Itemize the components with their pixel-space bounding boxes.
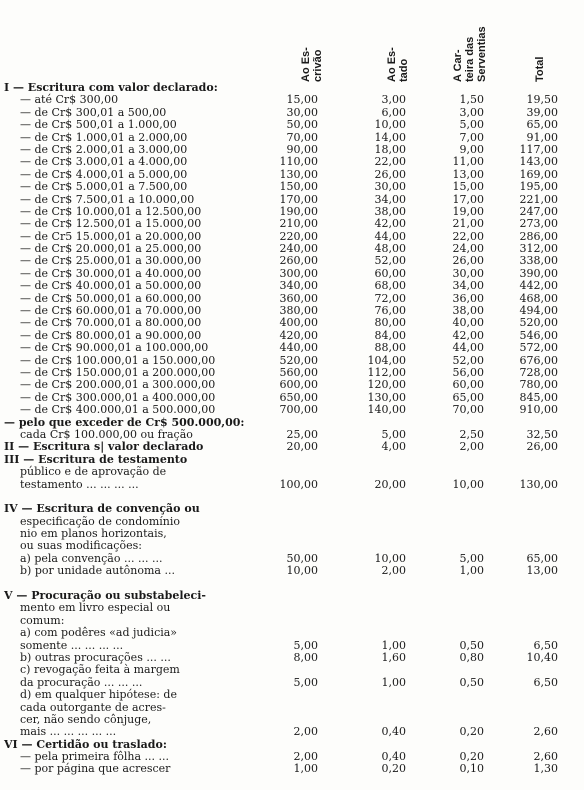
table-row	[0, 218, 584, 230]
row-description: — de Cr$ 60.000,01 a 70.000,00	[20, 304, 202, 318]
value-total: 2,60	[533, 750, 558, 764]
fee-table	[0, 82, 584, 776]
row-description: — de Cr$ 25.000,01 a 30.000,00	[20, 254, 202, 268]
row-description: cer, não sendo cônjuge,	[20, 712, 152, 726]
table-row	[0, 664, 584, 676]
value-escrivao: 25,00	[286, 427, 318, 441]
value-carteira: 0,80	[459, 650, 484, 664]
value-escrivao: 360,00	[279, 291, 318, 305]
value-estado: 26,00	[374, 167, 406, 181]
value-total: 221,00	[519, 192, 558, 206]
row-description: — de Cr$ 80.000,01 a 90.000,00	[20, 328, 202, 342]
value-escrivao: 1,00	[293, 762, 318, 776]
value-estado: 1,60	[381, 650, 406, 664]
column-header-carteira: A Car- teira das Serventias	[452, 26, 488, 82]
value-carteira: 7,00	[459, 130, 484, 144]
value-estado: 38,00	[374, 204, 406, 218]
row-description: — pela primeira fôlha ... ...	[20, 750, 170, 764]
value-total: 169,00	[519, 167, 558, 181]
value-estado: 30,00	[374, 180, 406, 194]
table-row	[0, 404, 584, 416]
value-carteira: 1,00	[459, 564, 484, 578]
column-header-estado: Ao Es- tado	[386, 47, 410, 82]
value-escrivao: 50,00	[286, 551, 318, 565]
row-description: — de Cr$ 5.000,01 a 7.500,00	[20, 180, 188, 194]
row-description: — de Cr$ 20.000,01 a 25.000,00	[20, 242, 202, 256]
table-row	[0, 255, 584, 267]
value-carteira: 19,00	[452, 204, 484, 218]
row-description: a) com podêres «ad judicia»	[20, 626, 178, 640]
value-total: 442,00	[519, 279, 558, 293]
value-carteira: 24,00	[452, 242, 484, 256]
value-total: 65,00	[526, 118, 558, 132]
value-total: 312,00	[519, 242, 558, 256]
row-description: b) por unidade autônoma ...	[20, 564, 175, 578]
table-row	[0, 689, 584, 701]
row-description: — de Cr$ 200.000,01 a 300.000,00	[20, 378, 216, 392]
value-total: 19,50	[526, 93, 558, 107]
value-estado: 0,20	[381, 762, 406, 776]
value-carteira: 5,00	[459, 118, 484, 132]
row-description: público e de aprovação de	[20, 465, 167, 479]
value-total: 468,00	[519, 291, 558, 305]
value-escrivao: 130,00	[279, 167, 318, 181]
value-carteira: 13,00	[452, 167, 484, 181]
value-escrivao: 300,00	[279, 266, 318, 280]
row-description: — de Cr$ 4.000,01 a 5.000,00	[20, 167, 188, 181]
value-carteira: 2,50	[459, 427, 484, 441]
value-escrivao: 90,00	[286, 142, 318, 156]
value-total: 494,00	[519, 304, 558, 318]
value-estado: 1,00	[381, 638, 406, 652]
table-row	[0, 317, 584, 329]
value-estado: 140,00	[367, 403, 406, 417]
value-escrivao: 170,00	[279, 192, 318, 206]
table-row	[0, 342, 584, 354]
row-description: cada Cr$ 100.000,00 ou fração	[20, 427, 193, 441]
value-escrivao: 5,00	[293, 638, 318, 652]
value-estado: 44,00	[374, 229, 406, 243]
value-escrivao: 380,00	[279, 304, 318, 318]
row-description: — de Cr$ 500,01 a 1.000,00	[20, 118, 177, 132]
value-total: 572,00	[519, 341, 558, 355]
value-escrivao: 520,00	[279, 353, 318, 367]
value-estado: 20,00	[374, 477, 406, 491]
row-description: c) revogação feita à margem	[20, 663, 180, 677]
table-row	[0, 726, 584, 738]
row-description: d) em qualquer hipótese: de	[20, 688, 177, 702]
value-total: 390,00	[519, 266, 558, 280]
value-estado: 52,00	[374, 254, 406, 268]
value-total: 845,00	[519, 390, 558, 404]
value-estado: 42,00	[374, 217, 406, 231]
row-description: IV — Escritura de convenção ou	[4, 502, 200, 516]
value-total: 91,00	[526, 130, 558, 144]
value-total: 143,00	[519, 155, 558, 169]
value-carteira: 56,00	[452, 365, 484, 379]
row-description: — de Cr$ 12.500,01 a 15.000,00	[20, 217, 202, 231]
value-escrivao: 50,00	[286, 118, 318, 132]
value-carteira: 22,00	[452, 229, 484, 243]
value-escrivao: 110,00	[279, 155, 318, 169]
value-carteira: 3,00	[459, 105, 484, 119]
value-escrivao: 240,00	[279, 242, 318, 256]
value-carteira: 11,00	[452, 155, 484, 169]
value-escrivao: 20,00	[286, 440, 318, 454]
value-estado: 10,00	[374, 118, 406, 132]
value-estado: 112,00	[367, 365, 406, 379]
value-escrivao: 210,00	[279, 217, 318, 231]
table-row	[0, 503, 584, 515]
value-escrivao: 2,00	[293, 750, 318, 764]
row-description: — de Cr$ 300.000,01 a 400.000,00	[20, 390, 216, 404]
row-description: — de Cr$ 300,01 a 500,00	[20, 105, 167, 119]
value-carteira: 34,00	[452, 279, 484, 293]
value-carteira: 21,00	[452, 217, 484, 231]
value-total: 39,00	[526, 105, 558, 119]
table-row	[0, 94, 584, 106]
value-total: 32,50	[526, 427, 558, 441]
value-carteira: 0,10	[459, 762, 484, 776]
value-escrivao: 10,00	[286, 564, 318, 578]
row-description: V — Procuração ou substabeleci-	[4, 589, 206, 603]
value-escrivao: 2,00	[293, 725, 318, 739]
value-escrivao: 600,00	[279, 378, 318, 392]
value-estado: 130,00	[367, 390, 406, 404]
row-description: — de Cr$ 1.000,01 a 2.000,00	[20, 130, 188, 144]
row-description: especificação de condomínio	[20, 514, 181, 528]
value-escrivao: 400,00	[279, 316, 318, 330]
value-total: 1,30	[533, 762, 558, 776]
value-carteira: 52,00	[452, 353, 484, 367]
value-carteira: 42,00	[452, 328, 484, 342]
row-description: — de Cr$ 30.000,01 a 40.000,00	[20, 266, 202, 280]
value-total: 26,00	[526, 440, 558, 454]
value-total: 546,00	[519, 328, 558, 342]
value-estado: 10,00	[374, 551, 406, 565]
table-row	[0, 156, 584, 168]
row-description: mento em livro especial ou	[20, 601, 171, 615]
value-carteira: 26,00	[452, 254, 484, 268]
value-total: 247,00	[519, 204, 558, 218]
value-estado: 5,00	[381, 427, 406, 441]
value-estado: 4,00	[381, 440, 406, 454]
row-description: testamento ... ... ... ...	[20, 477, 139, 491]
table-row	[0, 479, 584, 491]
row-description: nio em planos horizontais,	[20, 527, 167, 541]
value-total: 780,00	[519, 378, 558, 392]
table-row	[0, 466, 584, 478]
value-estado: 34,00	[374, 192, 406, 206]
value-total: 130,00	[519, 477, 558, 491]
value-estado: 22,00	[374, 155, 406, 169]
value-carteira: 40,00	[452, 316, 484, 330]
row-description: mais ... ... ... ... ...	[20, 725, 117, 739]
value-total: 65,00	[526, 551, 558, 565]
row-description: II — Escritura s| valor declarado	[4, 440, 204, 454]
value-carteira: 0,50	[459, 675, 484, 689]
table-row	[0, 441, 584, 453]
value-escrivao: 700,00	[279, 403, 318, 417]
value-escrivao: 420,00	[279, 328, 318, 342]
value-estado: 2,00	[381, 564, 406, 578]
row-description: ou suas modificações:	[20, 539, 142, 553]
value-carteira: 1,50	[459, 93, 484, 107]
value-estado: 84,00	[374, 328, 406, 342]
value-carteira: 60,00	[452, 378, 484, 392]
value-total: 10,40	[526, 650, 558, 664]
value-estado: 104,00	[367, 353, 406, 367]
row-description: — pelo que exceder de Cr$ 500.000,00:	[4, 415, 245, 429]
value-escrivao: 440,00	[279, 341, 318, 355]
value-carteira: 17,00	[452, 192, 484, 206]
value-escrivao: 150,00	[279, 180, 318, 194]
column-header-total: Total	[534, 56, 546, 82]
value-estado: 48,00	[374, 242, 406, 256]
table-row	[0, 280, 584, 292]
row-description: — de Cr$ 70.000,01 a 80.000,00	[20, 316, 202, 330]
table-row	[0, 763, 584, 775]
value-carteira: 9,00	[459, 142, 484, 156]
value-carteira: 0,20	[459, 750, 484, 764]
value-estado: 3,00	[381, 93, 406, 107]
value-estado: 6,00	[381, 105, 406, 119]
value-total: 910,00	[519, 403, 558, 417]
value-total: 2,60	[533, 725, 558, 739]
value-carteira: 65,00	[452, 390, 484, 404]
row-description: — de Cr$ 90.000,01 a 100.000,00	[20, 341, 209, 355]
value-escrivao: 190,00	[279, 204, 318, 218]
value-carteira: 30,00	[452, 266, 484, 280]
row-description: III — Escritura de testamento	[4, 452, 188, 466]
value-escrivao: 260,00	[279, 254, 318, 268]
value-estado: 76,00	[374, 304, 406, 318]
value-escrivao: 30,00	[286, 105, 318, 119]
table-row	[0, 119, 584, 131]
row-description: — até Cr$ 300,00	[20, 93, 119, 107]
value-total: 676,00	[519, 353, 558, 367]
value-escrivao: 8,00	[293, 650, 318, 664]
value-total: 273,00	[519, 217, 558, 231]
row-description: — de Cr$ 7.500,01 a 10.000,00	[20, 192, 195, 206]
value-escrivao: 650,00	[279, 390, 318, 404]
table-row	[0, 540, 584, 552]
row-description: — de Cr$ 3.000,01 a 4.000,00	[20, 155, 188, 169]
row-description: I — Escritura com valor declarado:	[4, 81, 218, 94]
value-escrivao: 340,00	[279, 279, 318, 293]
value-estado: 1,00	[381, 675, 406, 689]
value-total: 520,00	[519, 316, 558, 330]
value-escrivao: 70,00	[286, 130, 318, 144]
value-carteira: 15,00	[452, 180, 484, 194]
value-carteira: 0,50	[459, 638, 484, 652]
value-escrivao: 100,00	[279, 477, 318, 491]
row-description: — de Cr$ 2.000,01 a 3.000,00	[20, 142, 188, 156]
value-estado: 72,00	[374, 291, 406, 305]
row-description: — de Cr$ 150.000,01 a 200.000,00	[20, 365, 216, 379]
table-row	[0, 602, 584, 614]
value-estado: 14,00	[374, 130, 406, 144]
value-estado: 80,00	[374, 316, 406, 330]
value-estado: 88,00	[374, 341, 406, 355]
value-total: 195,00	[519, 180, 558, 194]
value-estado: 68,00	[374, 279, 406, 293]
table-row	[0, 627, 584, 639]
value-carteira: 2,00	[459, 440, 484, 454]
value-escrivao: 5,00	[293, 675, 318, 689]
column-header-escrivao: Ao Es- crivão	[300, 47, 324, 82]
value-escrivao: 560,00	[279, 365, 318, 379]
value-carteira: 0,20	[459, 725, 484, 739]
value-estado: 120,00	[367, 378, 406, 392]
value-carteira: 44,00	[452, 341, 484, 355]
table-row	[0, 379, 584, 391]
row-description: — de Cr$ 40.000,01 a 50.000,00	[20, 279, 202, 293]
value-estado: 0,40	[381, 725, 406, 739]
value-carteira: 70,00	[452, 403, 484, 417]
value-carteira: 36,00	[452, 291, 484, 305]
row-description: — por página que acrescer	[20, 762, 171, 776]
value-total: 6,50	[533, 638, 558, 652]
value-total: 6,50	[533, 675, 558, 689]
table-row	[0, 565, 584, 577]
table-row	[0, 181, 584, 193]
row-description: — de Cr$ 400.000,01 a 500.000,00	[20, 403, 216, 417]
value-total: 728,00	[519, 365, 558, 379]
value-carteira: 5,00	[459, 551, 484, 565]
row-description: VI — Certidão ou traslado:	[4, 737, 167, 751]
value-escrivao: 220,00	[279, 229, 318, 243]
row-description: b) outras procurações ... ...	[20, 650, 171, 664]
row-description: da procuração ... ... ...	[20, 675, 143, 689]
row-description: comum:	[20, 613, 65, 627]
value-estado: 60,00	[374, 266, 406, 280]
value-escrivao: 15,00	[286, 93, 318, 107]
row-description: a) pela convenção ... ... ...	[20, 551, 163, 565]
value-total: 117,00	[519, 142, 558, 156]
row-description: — de Cr$ 50.000,01 a 60.000,00	[20, 291, 202, 305]
value-carteira: 38,00	[452, 304, 484, 318]
row-description: — de Cr5 15.000,01 a 20.000,00	[20, 229, 202, 243]
value-estado: 0,40	[381, 750, 406, 764]
value-total: 338,00	[519, 254, 558, 268]
row-description: — de Cr$ 10.000,01 a 12.500,00	[20, 204, 202, 218]
value-estado: 18,00	[374, 142, 406, 156]
row-description: cada outorgante de acres-	[20, 700, 166, 714]
value-total: 286,00	[519, 229, 558, 243]
row-description: somente ... ... ... ...	[20, 638, 124, 652]
value-total: 13,00	[526, 564, 558, 578]
row-description: — de Cr$ 100.000,01 a 150.000,00	[20, 353, 216, 367]
value-carteira: 10,00	[452, 477, 484, 491]
